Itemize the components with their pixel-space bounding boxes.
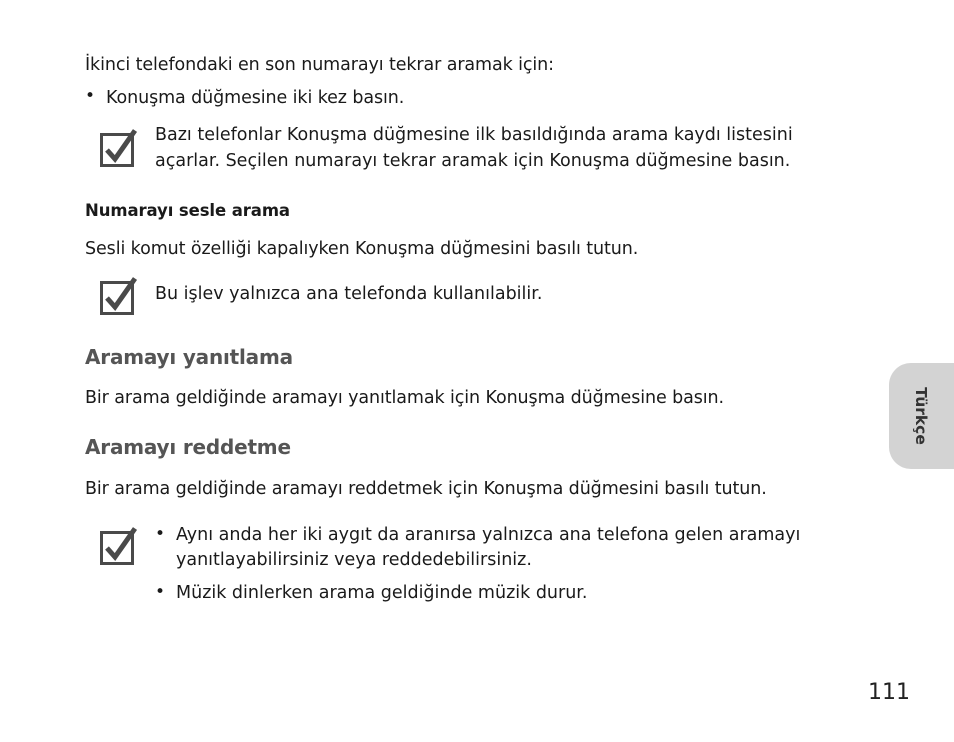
note2-text: Bu işlev yalnızca ana telefonda kullanılabilir. — [155, 284, 543, 304]
note-check-icon — [100, 129, 138, 167]
note-check-icon — [100, 527, 138, 565]
note3-bullet2: Müzik dinlerken arama geldiğinde müzik durur. — [176, 583, 588, 603]
note1-line2: açarlar. Seçilen numarayı tekrar aramak için Konuşma düğmesine basın. — [155, 151, 791, 171]
bullet-icon: • — [85, 86, 96, 106]
bullet-icon: • — [155, 582, 166, 602]
reject-heading: Aramayı reddetme — [85, 435, 291, 459]
note-check-icon — [100, 277, 138, 315]
note1-line1: Bazı telefonlar Konuşma düğmesine ilk basıldığında arama kaydı listesini — [155, 125, 793, 145]
voice-dial-text: Sesli komut özelliği kapalıyken Konuşma düğmesini basılı tutun. — [85, 239, 639, 259]
note3-bullet1-line1: Aynı anda her iki aygıt da aranırsa yalnızca ana telefona gelen aramayı — [176, 525, 801, 545]
answer-heading: Aramayı yanıtlama — [85, 345, 293, 369]
answer-text: Bir arama geldiğinde aramayı yanıtlamak için Konuşma düğmesine basın. — [85, 388, 724, 408]
intro-text: İkinci telefondaki en son numarayı tekrar aramak için: — [85, 55, 554, 75]
note3-bullet1-line2: yanıtlayabilirsiniz veya reddedebilirsiniz. — [176, 550, 532, 570]
reject-text: Bir arama geldiğinde aramayı reddetmek için Konuşma düğmesini basılı tutun. — [85, 479, 767, 499]
voice-dial-heading: Numarayı sesle arama — [85, 201, 290, 220]
page-number: 111 — [868, 680, 910, 705]
bullet-icon: • — [155, 524, 166, 544]
language-tab-label: Türkçe — [912, 387, 930, 445]
intro-bullet: Konuşma düğmesine iki kez basın. — [106, 88, 405, 108]
